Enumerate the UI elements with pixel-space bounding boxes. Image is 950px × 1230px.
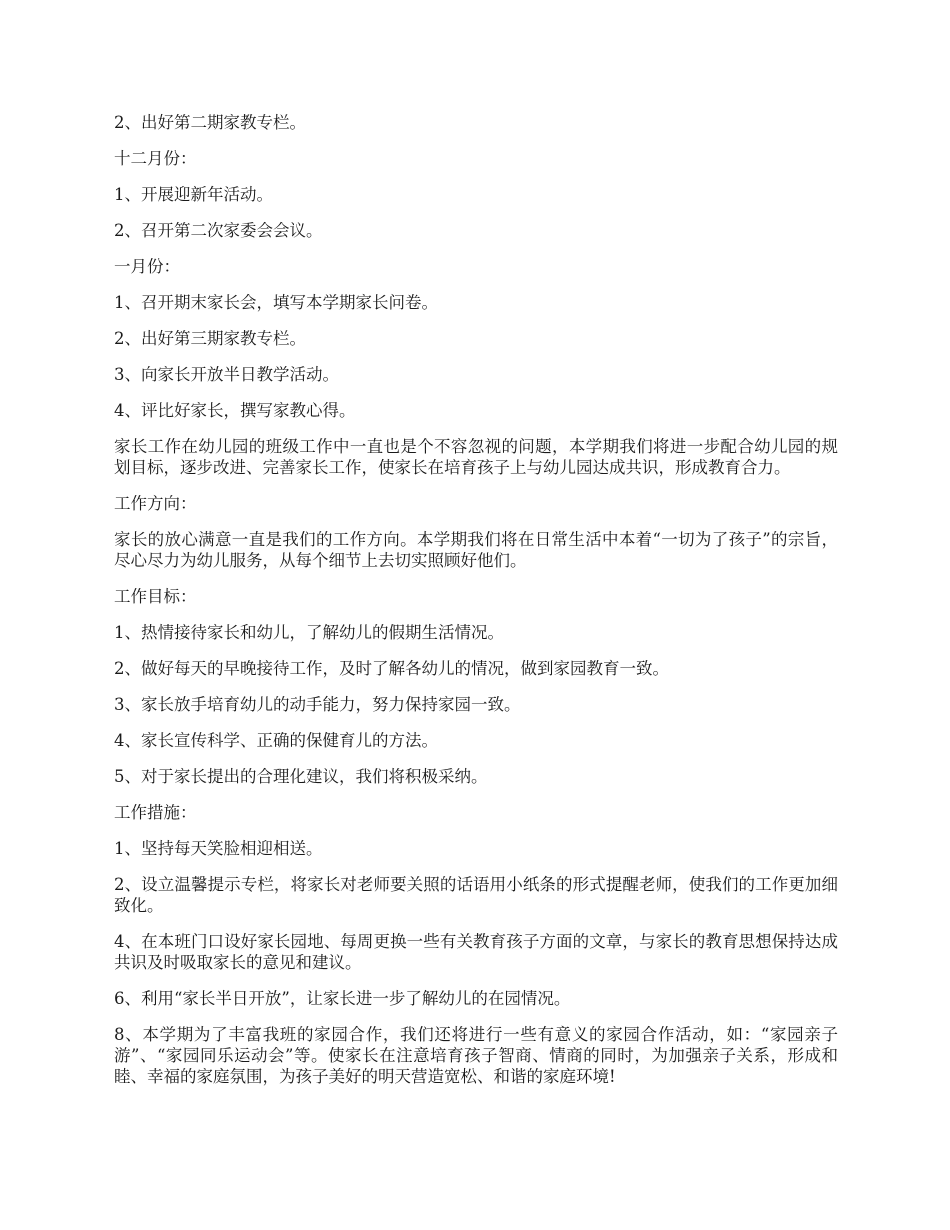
goal-item-3: 3、家长放手培育幼儿的动手能力，努力保持家园一致。 [114, 695, 521, 714]
list-item-new-year-activity: 1、开展迎新年活动。 [114, 185, 273, 204]
work-direction-paragraph: 家长的放心满意一直是我们的工作方向。本学期我们将在日常生活中本着“一切为了孩子”的宗旨，尽心尽力为幼儿服务，从每个细节上去切实照顾好他们。 [114, 530, 838, 570]
goal-item-2: 2、做好每天的早晚接待工作，及时了解各幼儿的情况，做到家园教育一致。 [114, 659, 669, 678]
document-body [114, 112, 838, 1102]
list-item-open-half-day: 3、向家长开放半日教学活动。 [114, 365, 339, 384]
heading-january: 一月份： [114, 257, 180, 276]
measure-item-2: 2、设立温馨提示专栏，将家长对老师要关照的话语用小纸条的形式提醒老师，使我们的工作更加细致化。 [114, 875, 838, 915]
measure-item-1: 1、坚持每天笑脸相迎相送。 [114, 839, 323, 858]
measure-item-6: 6、利用“家长半日开放”，让家长进一步了解幼儿的在园情况。 [114, 989, 571, 1008]
goal-item-1: 1、热情接待家长和幼儿，了解幼儿的假期生活情况。 [114, 623, 504, 642]
list-item-best-parents: 4、评比好家长，撰写家教心得。 [114, 401, 356, 420]
measure-item-4: 4、在本班门口设好家长园地、每周更换一些有关教育孩子方面的文章，与家长的教育思想保持达成共识及时吸取家长的意见和建议。 [114, 932, 838, 972]
heading-work-direction: 工作方向： [114, 494, 197, 513]
list-item-newsletter-2: 2、出好第二期家教专栏。 [114, 113, 306, 132]
goal-item-4: 4、家长宣传科学、正确的保健育儿的方法。 [114, 731, 438, 750]
intro-paragraph: 家长工作在幼儿园的班级工作中一直也是个不容忽视的问题，本学期我们将进一步配合幼儿园的规划目标，逐步改进、完善家长工作，使家长在培育孩子上与幼儿园达成共识，形成教育合力。 [114, 437, 838, 477]
measure-item-8: 8、本学期为了丰富我班的家园合作，我们还将进行一些有意义的家园合作活动，如：“家园亲子游”、“家园同乐运动会”等。使家长在注意培育孩子智商、情商的同时，为加强亲子关系，形成和睦、幸福的家庭氛围，为孩子美好的明天营造宽松、和谐的家庭环境! [114, 1025, 838, 1086]
list-item-final-meeting: 1、召开期末家长会，填写本学期家长问卷。 [114, 293, 438, 312]
list-item-newsletter-3: 2、出好第三期家教专栏。 [114, 329, 306, 348]
heading-work-goals: 工作目标： [114, 587, 197, 606]
heading-work-measures: 工作措施： [114, 803, 197, 822]
heading-december: 十二月份： [114, 149, 197, 168]
list-item-committee-meeting: 2、召开第二次家委会会议。 [114, 221, 323, 240]
goal-item-5: 5、对于家长提出的合理化建议，我们将积极采纳。 [114, 767, 488, 786]
